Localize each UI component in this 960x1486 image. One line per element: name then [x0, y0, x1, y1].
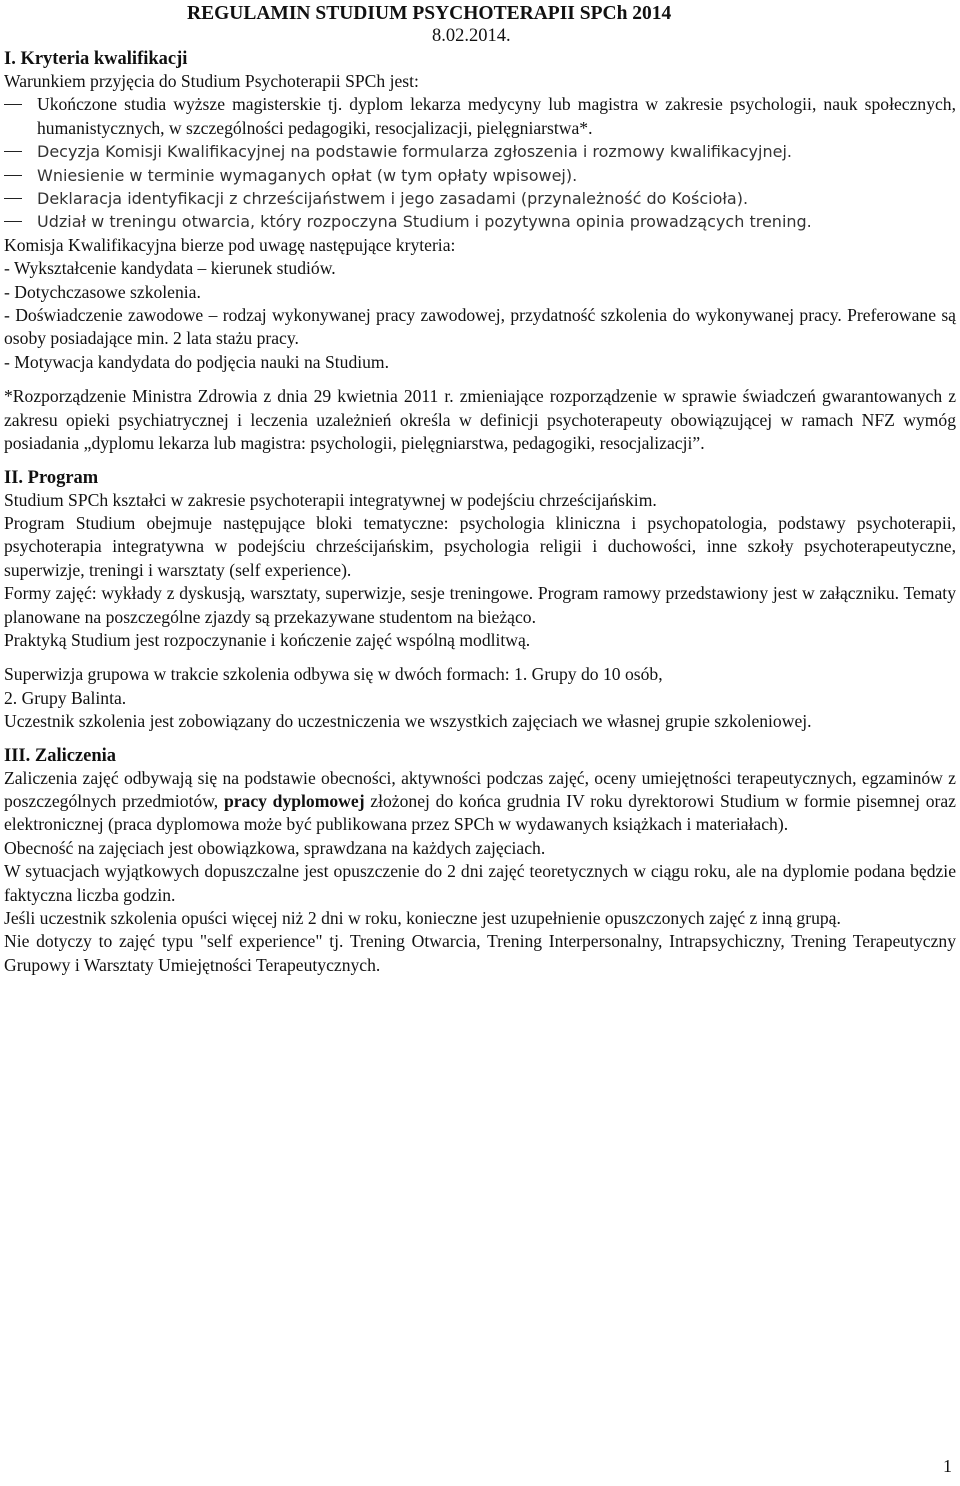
- thesis-emphasis: pracy dyplomowej: [223, 790, 365, 811]
- absence-paragraph: W sytuacjach wyjątkowych dopuszczalne jest opuszczenie do 2 dni zajęć teoretycznych w ciągu roku, ale na dyplomie podana będzie faktyczna liczba godzin.: [4, 861, 956, 905]
- section-2-heading: II. Program: [4, 467, 99, 488]
- supervision-line-2: 2. Grupy Balinta.: [4, 687, 127, 708]
- requirements-list: [4, 93, 956, 233]
- requirement-item: Decyzja Komisji Kwalifikacyjnej na podstawie formularza zgłoszenia i rozmowy kwalifikacyjnej.: [4, 140, 956, 163]
- requirement-item: Wniesienie w terminie wymaganych opłat (w tym opłaty wpisowej).: [4, 164, 956, 187]
- section-3-heading: III. Zaliczenia: [4, 745, 117, 766]
- program-paragraph: Program Studium obejmuje następujące bloki tematyczne: psychologia kliniczna i psychopatologia, podstawy psychoterapii, psychoterapia integratywna w podejściu chrześcijańskim, psychologia religii i duchowości, inne szkoły psychoterapeutyczne, superwizje, treningi i warsztaty (self experience).: [4, 512, 956, 580]
- criteria-item: - Doświadczenie zawodowe – rodzaj wykonywanej pracy zawodowej, przydatność szkolenia do wykonywanej pracy. Preferowane są osoby posiadające min. 2 lata stażu pracy.: [4, 305, 956, 349]
- requirement-item: Deklaracja identyfikacji z chrześcijaństwem i jego zasadami (przynależność do Kościoła).: [4, 187, 956, 210]
- section-1-heading: I. Kryteria kwalifikacji: [4, 49, 188, 69]
- footnote: *Rozporządzenie Ministra Zdrowia z dnia 29 kwietnia 2011 r. zmieniające rozporządzenie w sprawie świadczeń gwarantowanych z zakresu opieki psychiatrycznej i leczenia uzależnień określa w definicji psychoterapeuty obowiązującej w ramach NFZ wymóg posiadania „dyplomu lekarza lub magistra: psychologii, pielęgniarstwa, pedagogiki, resocjalizacji”.: [4, 386, 956, 454]
- attendance-paragraph: Obecność na zajęciach jest obowiązkowa, sprawdzana na każdych zajęciach.: [4, 837, 546, 858]
- criteria-intro: Komisja Kwalifikacyjna bierze pod uwagę następujące kryteria:: [4, 234, 456, 255]
- grading-text: Zaliczenia zajęć odbywają się na podstawie obecności, aktywności podczas zajęć, oceny umiejętności terapeutycznych, egzaminów z poszczególnych przedmiotów,: [4, 767, 956, 811]
- makeup-paragraph: Jeśli uczestnik szkolenia opuści więcej niż 2 dni w roku, konieczne jest uzupełnienie opuszczonych zajęć z inną grupą.: [4, 908, 841, 928]
- supervision-line-1: Superwizja grupowa w trakcie szkolenia odbywa się w dwóch formach: 1. Grupy do 10 osób,: [4, 664, 663, 685]
- program-paragraph: Praktyką Studium jest rozpoczynanie i kończenie zajęć wspólną modlitwą.: [4, 629, 531, 650]
- exception-paragraph: Nie dotyczy to zajęć typu "self experience" tj. Trening Otwarcia, Trening Interpersonalny, Intrapsychiczny, Trening Terapeutyczny Grupowy i Warsztaty Umiejętności Terapeutycznych.: [4, 931, 956, 975]
- section-1-intro: Warunkiem przyjęcia do Studium Psychoterapii SPCh jest:: [4, 71, 419, 91]
- requirement-item: Udział w treningu otwarcia, który rozpoczyna Studium i pozytywna opinia prowadzących trening.: [4, 210, 956, 233]
- requirement-item: Ukończone studia wyższe magisterskie tj. dyplom lekarza medycyny lub magistra w zakresie psychologii, nauk społecznych, humanistycznych, w szczególności pedagogiki, resocjalizacji, pielęgniarstwa*.: [4, 93, 956, 140]
- program-paragraph: Studium SPCh kształci w zakresie psychoterapii integratywnej w podejściu chrześcijańskim.: [4, 489, 657, 510]
- criteria-item: - Dotychczasowe szkolenia.: [4, 281, 201, 302]
- grading-text-continued: złożonej do końca grudnia IV roku dyrektorowi Studium w formie pisemnej oraz elektronicznej (praca dyplomowa może być publikowana przez SPCh w wydawanych książkach i materiałach).: [4, 790, 956, 835]
- document-date: 8.02.2014.: [432, 26, 511, 46]
- document-title: REGULAMIN STUDIUM PSYCHOTERAPII SPCh 2014: [187, 3, 672, 24]
- program-paragraph: Formy zajęć: wykłady z dyskusją, warsztaty, superwizje, sesje treningowe. Program ramowy przedstawiony jest w załączniku. Tematy planowane na poszczególne zjazdy są przekazywane studentom na bieżąco.: [4, 583, 956, 627]
- criteria-item: - Motywacja kandydata do podjęcia nauki na Studium.: [4, 351, 390, 372]
- grading-paragraph: [4, 767, 956, 837]
- page-number: 1: [943, 1455, 952, 1476]
- participation-paragraph: Uczestnik szkolenia jest zobowiązany do uczestniczenia we wszystkich zajęciach we własnej grupie szkoleniowej.: [4, 711, 812, 732]
- criteria-item: - Wykształcenie kandydata – kierunek studiów.: [4, 258, 336, 279]
